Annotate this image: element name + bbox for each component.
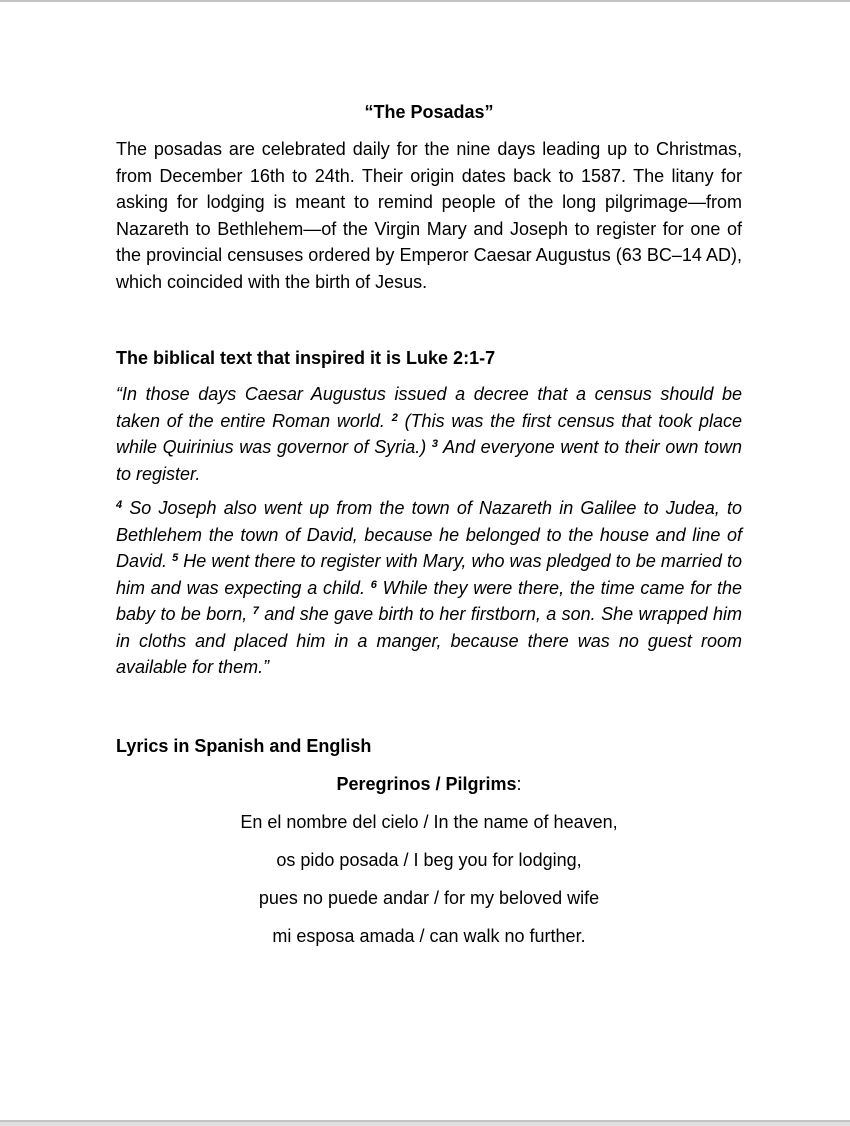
document-title: “The Posadas” [364, 102, 494, 122]
document-page [116, 98, 742, 949]
scripture-heading: The biblical text that inspired it is Luke 2:1-7 [116, 348, 496, 368]
verse-text: While they were there, the time came for the baby to be born, [116, 577, 743, 624]
verse-text: He went there to register with Mary, who was pledged to be married to him and was expecting a child. [116, 551, 742, 598]
lyric-line: os pido posada / I beg you for lodging, [276, 849, 582, 870]
verse-text: “In those days Caesar Augustus issued a decree that a census should be taken of the entire Roman world. [116, 384, 742, 431]
lyrics-heading: Lyrics in Spanish and English [116, 735, 372, 756]
speaker-label: Peregrinos / Pilgrims [336, 773, 517, 794]
spacer [116, 295, 742, 345]
verse-number: 6 [370, 578, 377, 591]
verse-number: 4 [116, 499, 123, 511]
scripture-paragraph-1 [116, 381, 742, 487]
verse-number: 2 [391, 411, 398, 424]
intro-paragraph: The posadas are celebrated daily for the nine days leading up to Christmas, from December 16th to 24th. Their origin dates back to 1587. The litany for asking for lodging is meant to remind people of the long pilgrimage—from Nazareth to Bethlehem—of the Virgin Mary and Joseph to register for one of the provincial censuses ordered by Emperor Caesar Augustus (63 BC–14 AD), which coincided with the birth of Jesus. [116, 139, 742, 292]
verse-number: 5 [172, 552, 179, 564]
page-gap [0, 1122, 850, 1126]
lyric-line: pues no puede andar / for my beloved wife [258, 887, 600, 908]
lyric-line: mi esposa amada / can walk no further. [272, 925, 586, 946]
lyric-line: En el nombre del cielo / In the name of heaven, [240, 811, 618, 832]
lyrics-speaker: Peregrinos / Pilgrims: [336, 773, 522, 794]
page-top-border [0, 0, 850, 2]
verse-number: 7 [252, 605, 259, 617]
verse-text: (This was the first census that took place while Quirinius was governor of Syria.) [116, 410, 743, 457]
verse-number: 3 [431, 438, 439, 450]
spacer [116, 681, 742, 733]
scripture-paragraph-2 [116, 495, 742, 681]
scripture-quote [116, 381, 742, 681]
verse-text: And everyone went to their own town to register. [116, 437, 742, 484]
verse-text: and she gave birth to her firstborn, a son. She wrapped him in cloths and placed him in a manger, because there was no guest room available for them.” [116, 604, 742, 677]
verse-text: So Joseph also went up from the town of Nazareth in Galilee to Judea, to Bethlehem the town of David, because he belonged to the house and line of David. [116, 498, 742, 571]
